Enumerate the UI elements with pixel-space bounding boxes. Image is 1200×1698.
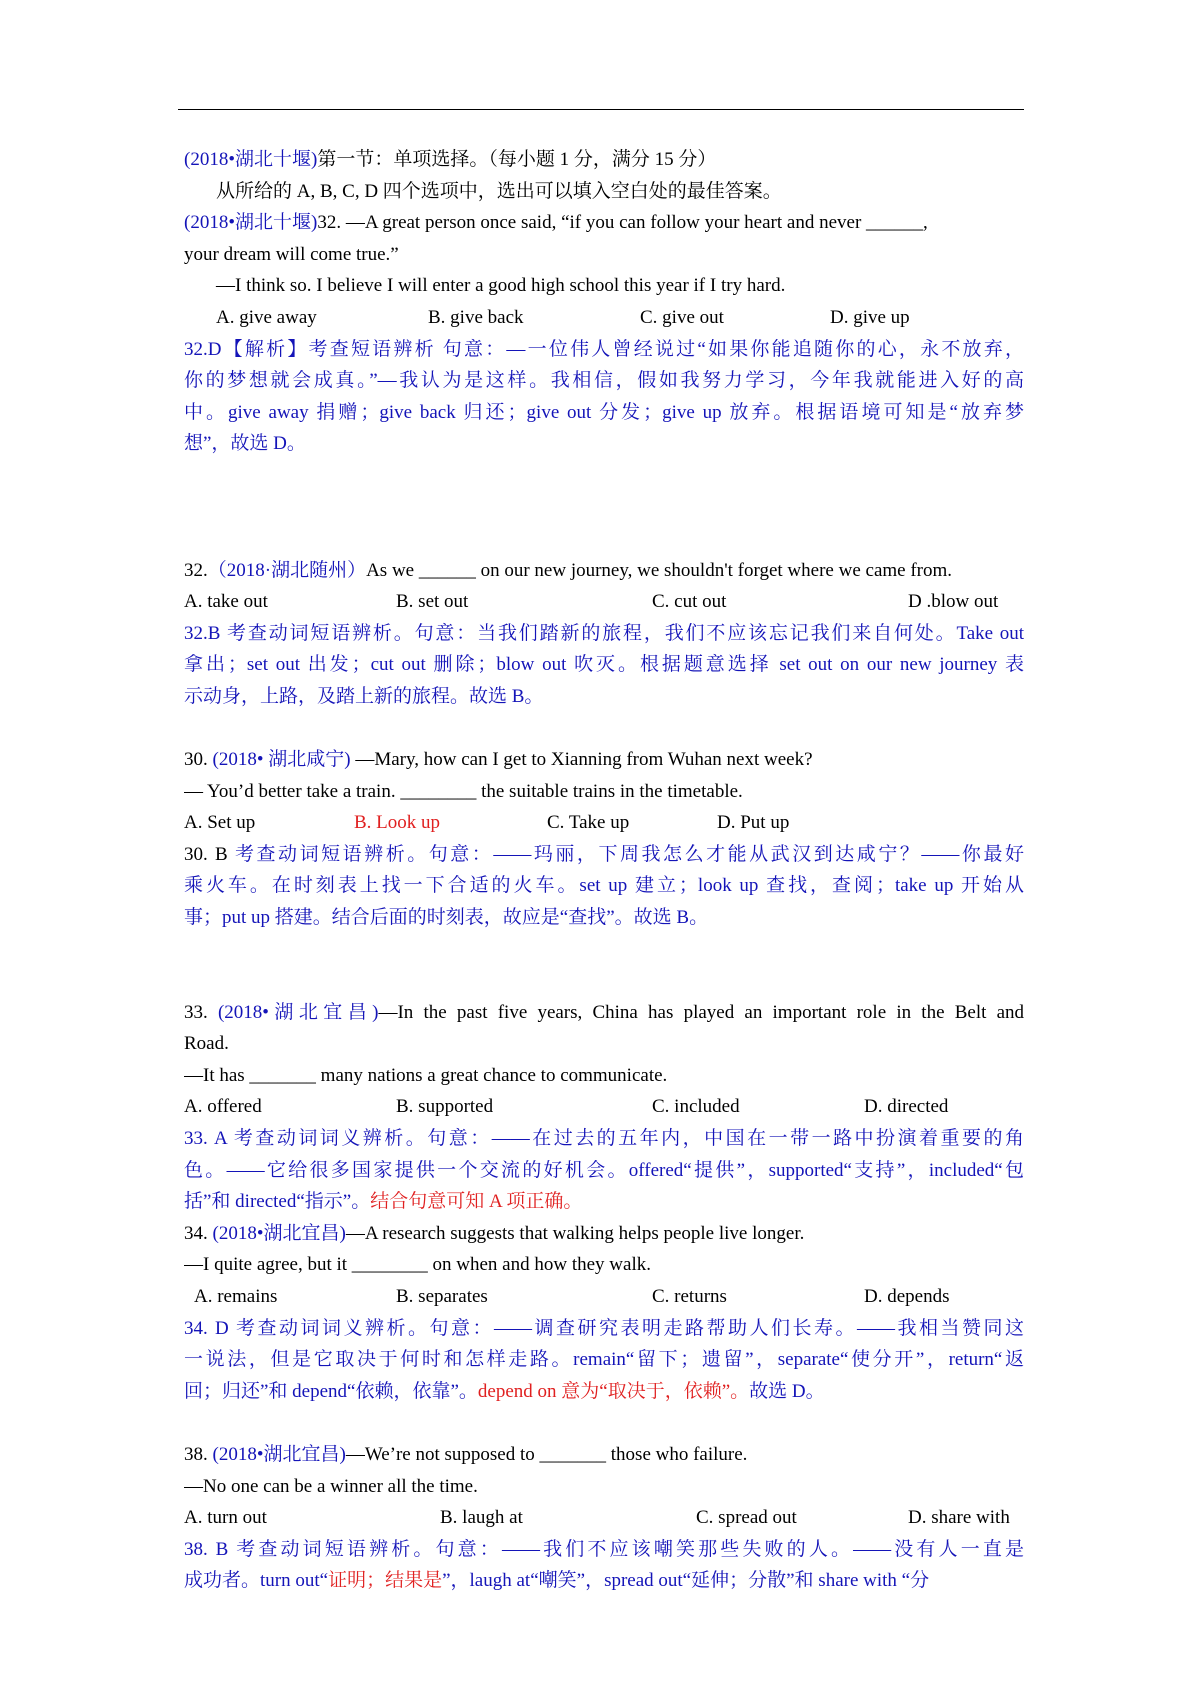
question-stem-cont: your dream will come true.” xyxy=(184,243,399,265)
option-a: A. take out xyxy=(184,591,268,613)
analysis-line: 32.D【解析】考查短语辨析 句意：—一位伟人曾经说过“如果你能追随你的心，永不放弃， xyxy=(184,338,1024,360)
option-a: A. turn out xyxy=(184,1507,267,1529)
question-stem: (2018•湖北十堰)32. —A great person once said, “if you can follow your heart and never ______, xyxy=(184,212,928,234)
option-c: C. included xyxy=(652,1096,740,1118)
spacer xyxy=(184,460,1024,523)
analysis-line: 32.B 考查动词短语辨析。句意：当我们踏新的旅程，我们不应该忘记我们来自何处。Take out xyxy=(184,622,1024,644)
analysis-line: 括”和 directed“指示”。结合句意可知 A 项正确。 xyxy=(184,1191,583,1213)
question-block xyxy=(184,1218,1024,1408)
option-a: A. remains xyxy=(194,1286,278,1307)
option-d: D. directed xyxy=(864,1096,949,1118)
question-reply: — You’d better take a train. ________ the suitable trains in the timetable. xyxy=(184,780,743,802)
option-a: A. give away xyxy=(216,306,317,328)
answer-options xyxy=(184,1091,1024,1123)
question-stem-cont: Road. xyxy=(184,1033,229,1055)
analysis-line: 30. B 考查动词短语辨析。句意：——玛丽，下周我怎么才能从武汉到达咸宁？——你最好 xyxy=(184,843,1024,865)
question-stem: 30. (2018• 湖北咸宁) —Mary, how can I get to Xianning from Wuhan next week? xyxy=(184,749,813,771)
question-stem: 38. (2018•湖北宜昌)—We’re not supposed to _______ those who failure. xyxy=(184,1443,748,1465)
answer-options xyxy=(184,302,1024,334)
option-c: C. cut out xyxy=(652,591,727,613)
option-c: C. Take up xyxy=(547,812,630,834)
option-a: A. offered xyxy=(184,1096,262,1118)
spacer xyxy=(184,523,1024,555)
option-b: B. set out xyxy=(396,591,469,613)
question-block xyxy=(184,997,1024,1218)
question-reply: —I think so. I believe I will enter a good high school this year if I try hard. xyxy=(216,275,786,297)
spacer xyxy=(184,1407,1024,1439)
question-block xyxy=(184,555,1024,713)
question-reply: —I quite agree, but it ________ on when and how they walk. xyxy=(184,1254,651,1276)
answer-options xyxy=(184,1502,1024,1534)
spacer xyxy=(184,934,1024,997)
spacer xyxy=(184,713,1024,745)
analysis-line: 回；归还”和 depend“依赖，依靠”。depend on 意为“取决于，依赖”。故选 D。 xyxy=(184,1380,825,1402)
answer-options xyxy=(184,807,1024,839)
option-c: C. give out xyxy=(640,306,724,328)
document-page xyxy=(184,144,1024,1597)
option-b: B. laugh at xyxy=(440,1507,523,1529)
analysis-line: 你的梦想就会成真。”—我认为是这样。我相信，假如我努力学习，今年我就能进入好的高 xyxy=(184,370,1024,392)
section-heading: (2018•湖北十堰)第一节：单项选择。（每小题 1 分，满分 15 分） xyxy=(184,149,717,170)
question-block xyxy=(184,1439,1024,1597)
analysis-line: 想”，故选 D。 xyxy=(184,433,306,455)
question-stem: 33. (2018•湖北宜昌)—In the past five years, China has played an important role in the Belt and xyxy=(184,1001,1024,1023)
analysis-line: 一说法，但是它取决于何时和怎样走路。remain“留下；遗留”，separate“使分开”，return“返 xyxy=(184,1349,1024,1371)
analysis-line: 33. A 考查动词词义辨析。句意：——在过去的五年内，中国在一带一路中扮演着重要的角 xyxy=(184,1128,1024,1150)
option-d: D. give up xyxy=(830,306,910,328)
analysis-line: 示动身，上路，及踏上新的旅程。故选 B。 xyxy=(184,685,544,707)
analysis-line: 34. D 考查动词词义辨析。句意：——调查研究表明走路帮助人们长寿。——我相当赞同这 xyxy=(184,1317,1024,1339)
option-d: D. share with xyxy=(908,1507,1010,1529)
analysis-line: 拿出；set out 出发；cut out 删除；blow out 吹灭。根据题意选择 set out on our new journey 表 xyxy=(184,654,1024,676)
option-a: A. Set up xyxy=(184,812,256,834)
option-b: B. supported xyxy=(396,1096,494,1118)
analysis-line: 乘火车。在时刻表上找一下合适的火车。set up 建立；look up 查找，查阅；take up 开始从 xyxy=(184,875,1024,897)
answer-options xyxy=(184,1281,1024,1313)
option-c: C. spread out xyxy=(696,1507,797,1529)
option-b: B. separates xyxy=(396,1286,488,1307)
option-b-highlighted: B. Look up xyxy=(354,812,441,834)
analysis-line: 中。give away 捐赠；give back 归还；give out 分发；give up 放弃。根据语境可知是“放弃梦 xyxy=(184,401,1024,423)
option-c: C. returns xyxy=(652,1286,727,1307)
option-b: B. give back xyxy=(428,306,524,328)
analysis-line: 色。——它给很多国家提供一个交流的好机会。offered“提供”，supported“支持”，included“包 xyxy=(184,1159,1024,1181)
question-stem: 32.（2018·湖北随州）As we ______ on our new journey, we shouldn't forget where we came from. xyxy=(184,559,953,581)
answer-options xyxy=(184,586,1024,618)
header-rule xyxy=(178,109,1024,110)
analysis-line: 事；put up 搭建。结合后面的时刻表，故应是“查找”。故选 B。 xyxy=(184,907,709,929)
option-d: D. Put up xyxy=(717,812,790,834)
question-block xyxy=(184,744,1024,934)
option-d: D .blow out xyxy=(908,591,999,613)
option-d: D. depends xyxy=(864,1286,950,1307)
analysis-line: 38. B 考查动词短语辨析。句意：——我们不应该嘲笑那些失败的人。——没有人一直是 xyxy=(184,1538,1024,1560)
question-stem: 34. (2018•湖北宜昌)—A research suggests that walking helps people live longer. xyxy=(184,1222,805,1244)
question-block xyxy=(184,207,1024,460)
question-reply: —No one can be a winner all the time. xyxy=(184,1475,478,1497)
section-instruction: 从所给的 A, B, C, D 四个选项中，选出可以填入空白处的最佳答案。 xyxy=(216,180,782,202)
question-reply: —It has _______ many nations a great chance to communicate. xyxy=(184,1064,668,1086)
analysis-line: 成功者。turn out“证明；结果是”，laugh at“嘲笑”，spread out“延伸；分散”和 share with “分 xyxy=(184,1570,930,1592)
